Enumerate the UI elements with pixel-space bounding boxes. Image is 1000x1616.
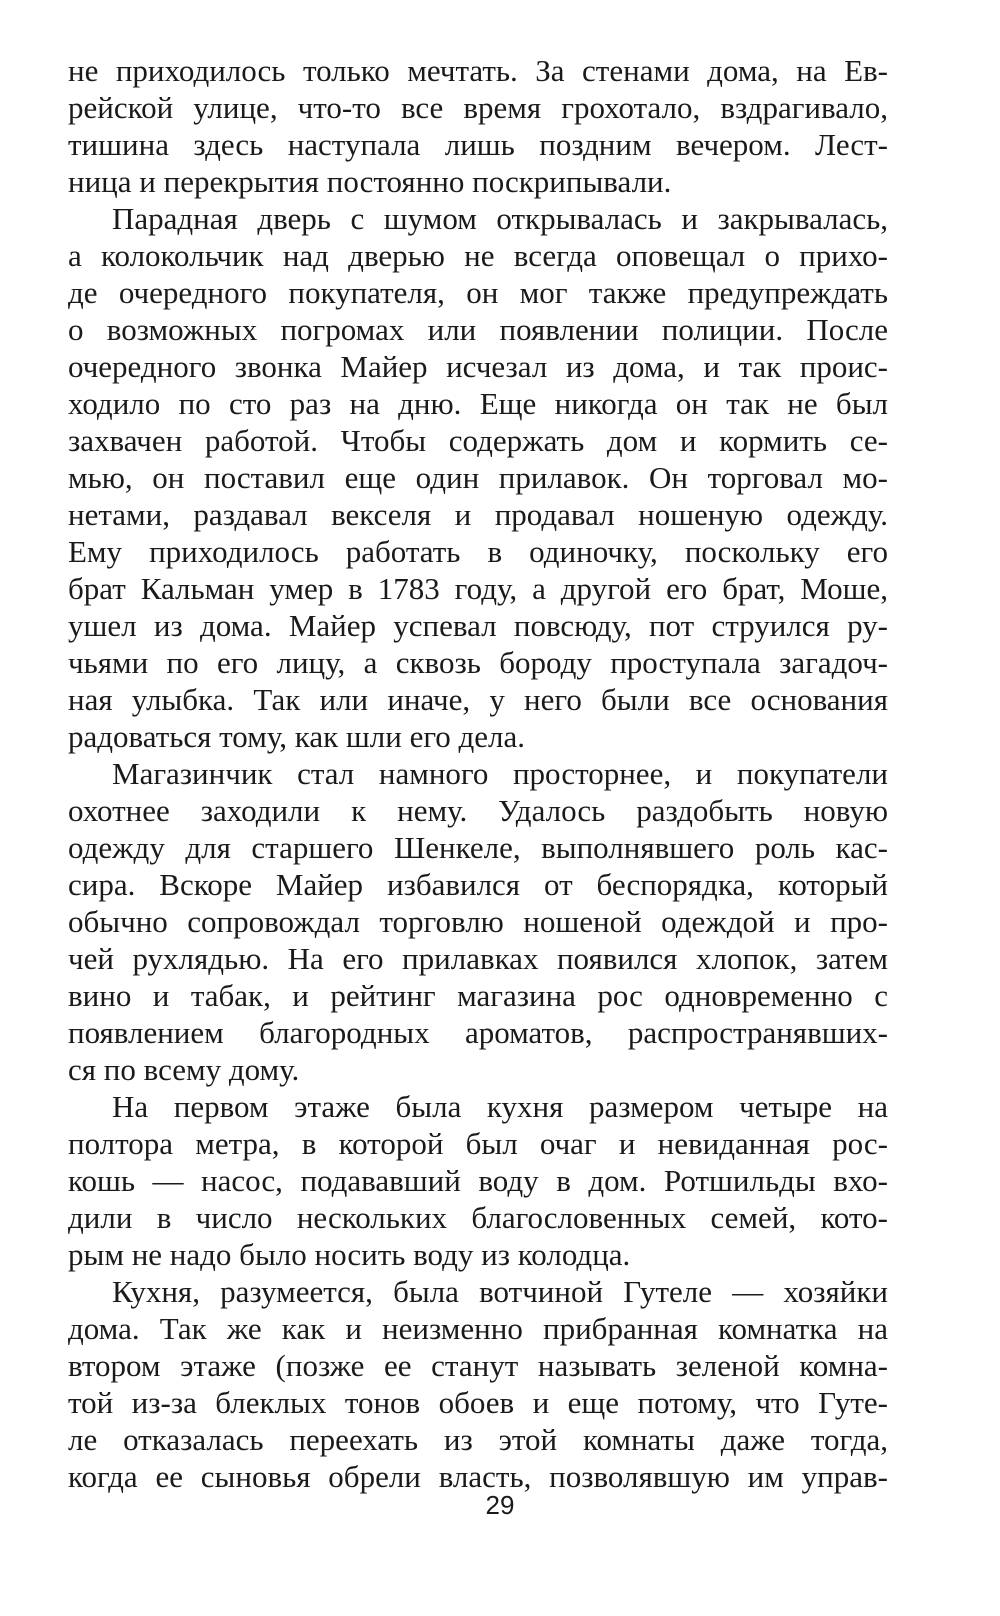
text-line: рым не надо было носить воду из колодца. [68,1237,631,1272]
text-line: нетами, раздавал векселя и продавал ношеную одежду. [68,497,888,532]
paragraph [68,1088,888,1273]
text-line: чей рухлядью. На его прилавках появился хлопок, затем [68,941,888,976]
text-line: о возможных погромах или появлении полиции. После [68,312,888,347]
text-line: ходило по сто раз на дню. Еще никогда он так не был [68,386,888,421]
text-line: Ему приходилось работать в одиночку, поскольку его [68,534,888,569]
text-line: полтора метра, в которой был очаг и невиданная рос- [68,1126,888,1161]
text-line: а колокольчик над дверью не всегда оповещал о прихо- [68,238,888,273]
text-line: кошь — насос, подававший воду в дом. Ротшильды вхо- [68,1163,888,1198]
text-line: де очередного покупателя, он мог также предупреждать [68,275,888,310]
text-line: мью, он поставил еще один прилавок. Он торговал мо- [68,460,888,495]
text-line: брат Кальман умер в 1783 году, а другой его брат, Моше, [68,571,888,606]
text-line: На первом этаже была кухня размером четыре на [112,1089,888,1124]
text-line: сира. Вскоре Майер избавился от беспорядка, который [68,867,888,902]
paragraph [68,52,888,200]
text-line: ле отказалась переехать из этой комнаты даже тогда, [68,1422,888,1457]
text-line: тишина здесь наступала лишь поздним вечером. Лест- [68,127,888,162]
paragraph [68,1273,888,1495]
text-line: Парадная дверь с шумом открывалась и закрывалась, [112,201,888,236]
text-line: Кухня, разумеется, была вотчиной Гутеле — хозяйки [112,1274,888,1309]
text-line: ся по всему дому. [68,1052,300,1087]
page-body [68,52,888,1495]
text-line: радоваться тому, как шли его дела. [68,719,526,754]
text-line: обычно сопровождал торговлю ношеной одеждой и про- [68,904,888,939]
text-line: не приходилось только мечтать. За стенами дома, на Ев- [68,53,888,88]
text-line: Магазинчик стал намного просторнее, и покупатели [112,756,888,791]
text-line: когда ее сыновья обрели власть, позволявшую им управ- [68,1459,888,1494]
text-line: ница и перекрытия постоянно поскрипывали. [68,164,672,199]
text-line: вино и табак, и рейтинг магазина рос одновременно с [68,978,888,1013]
paragraph [68,755,888,1088]
paragraph [68,200,888,755]
text-line: дили в число нескольких благословенных семей, кото- [68,1200,888,1235]
text-line: чьями по его лицу, а сквозь бороду проступала загадоч- [68,645,888,680]
text-line: ная улыбка. Так или иначе, у него были все основания [68,682,888,717]
text-line: одежду для старшего Шенкеле, выполнявшего роль кас- [68,830,888,865]
text-line: ушел из дома. Майер успевал повсюду, пот струился ру- [68,608,888,643]
text-line: втором этаже (позже ее станут называть зеленой комна- [68,1348,888,1383]
text-line: появлением благородных ароматов, распространявших- [68,1015,888,1050]
text-line: охотнее заходили к нему. Удалось раздобыть новую [68,793,888,828]
page-number: 29 [485,1490,515,1520]
text-line: дома. Так же как и неизменно прибранная комнатка на [68,1311,888,1346]
text-line: той из-за блеклых тонов обоев и еще потому, что Гуте- [68,1385,888,1420]
text-line: очередного звонка Майер исчезал из дома, и так проис- [68,349,888,384]
text-line: захвачен работой. Чтобы содержать дом и кормить се- [68,423,888,458]
text-line: рейской улице, что-то все время грохотало, вздрагивало, [68,90,888,125]
